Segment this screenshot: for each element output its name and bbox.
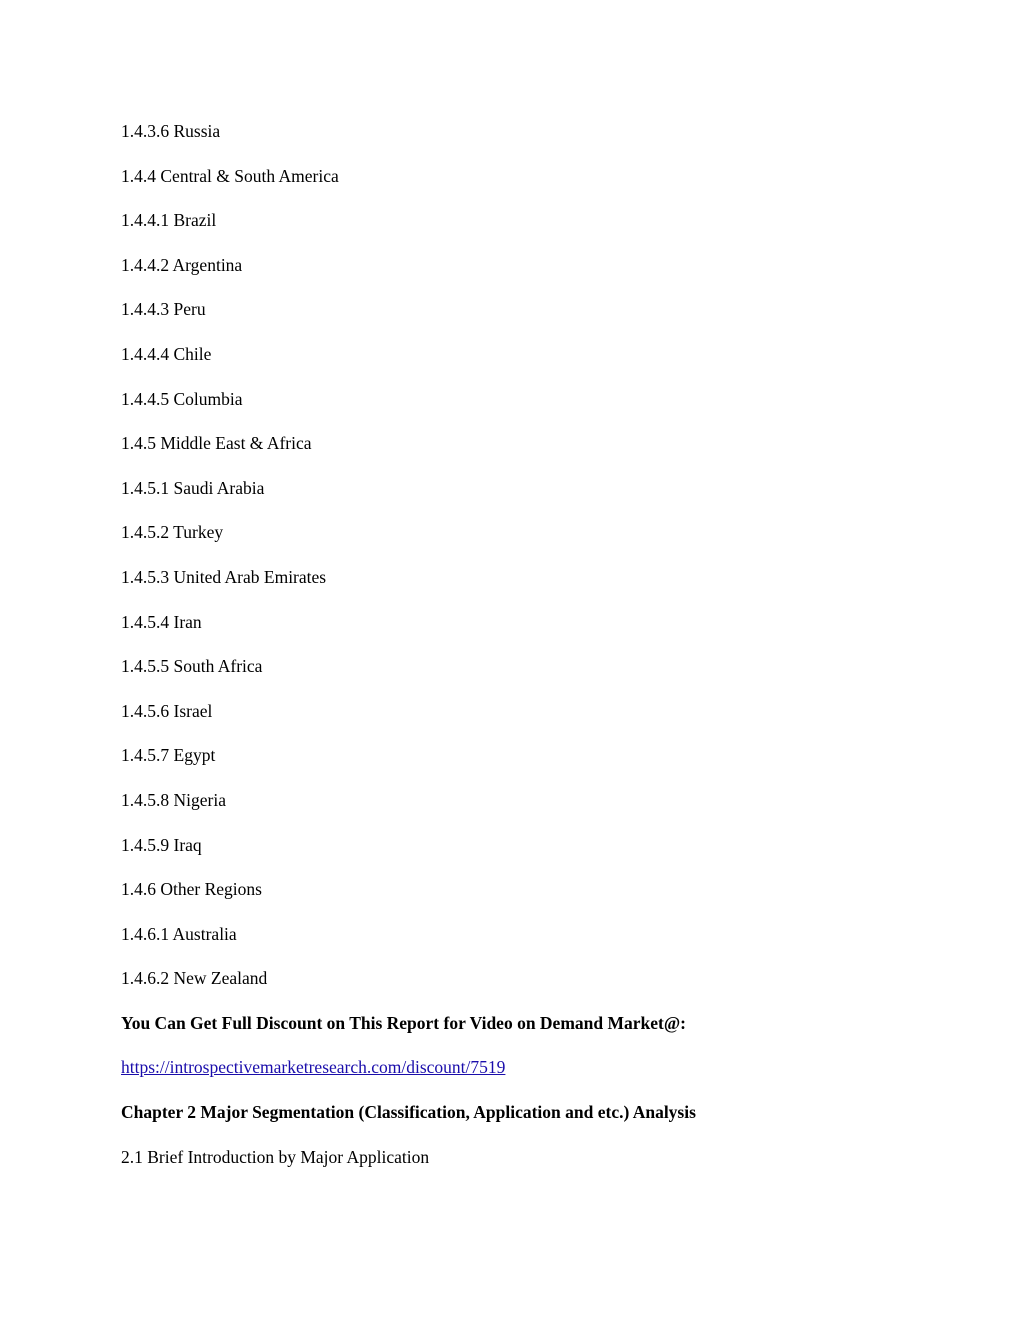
toc-item: 1.4.5.1 Saudi Arabia [121, 477, 265, 498]
toc-item: 1.4.5.9 Iraq [121, 834, 202, 855]
toc-item: 1.4.5.5 South Africa [121, 656, 263, 677]
toc-item: 1.4.5.2 Turkey [121, 522, 224, 543]
toc-item: 1.4.5.8 Nigeria [121, 789, 226, 810]
toc-item: 1.4.5.6 Israel [121, 700, 213, 721]
discount-link-line [121, 1056, 981, 1078]
toc-item: 1.4.3.6 Russia [121, 121, 221, 141]
discount-link[interactable]: https://introspectivemarketresearch.com/discount/7519 [121, 1057, 506, 1078]
toc-item: 1.4.5.7 Egypt [121, 745, 216, 766]
toc-item: 1.4.4.5 Columbia [121, 388, 243, 409]
toc-item: 1.4.5.4 Iran [121, 611, 202, 632]
toc-item: 1.4.5.3 United Arab Emirates [121, 566, 327, 587]
toc-item: 1.4.4.2 Argentina [121, 254, 243, 275]
toc-item: 1.4.6.2 New Zealand [121, 968, 268, 989]
toc-item: 1.4.4 Central & South America [121, 165, 339, 186]
toc-list [121, 120, 981, 989]
discount-heading: You Can Get Full Discount on This Report for Video on Demand Market@: [121, 1012, 686, 1033]
chapter-heading: Chapter 2 Major Segmentation (Classification, Application and etc.) Analysis [121, 1102, 696, 1123]
toc-item: 1.4.6 Other Regions [121, 879, 262, 900]
toc-item: 1.4.4.4 Chile [121, 343, 212, 364]
toc-item: 1.4.4.1 Brazil [121, 210, 217, 231]
toc-item: 1.4.6.1 Australia [121, 923, 237, 944]
section-item: 2.1 Brief Introduction by Major Application [121, 1146, 430, 1167]
toc-item: 1.4.5 Middle East & Africa [121, 433, 312, 454]
toc-item: 1.4.4.3 Peru [121, 299, 206, 320]
document-content [121, 120, 981, 1190]
